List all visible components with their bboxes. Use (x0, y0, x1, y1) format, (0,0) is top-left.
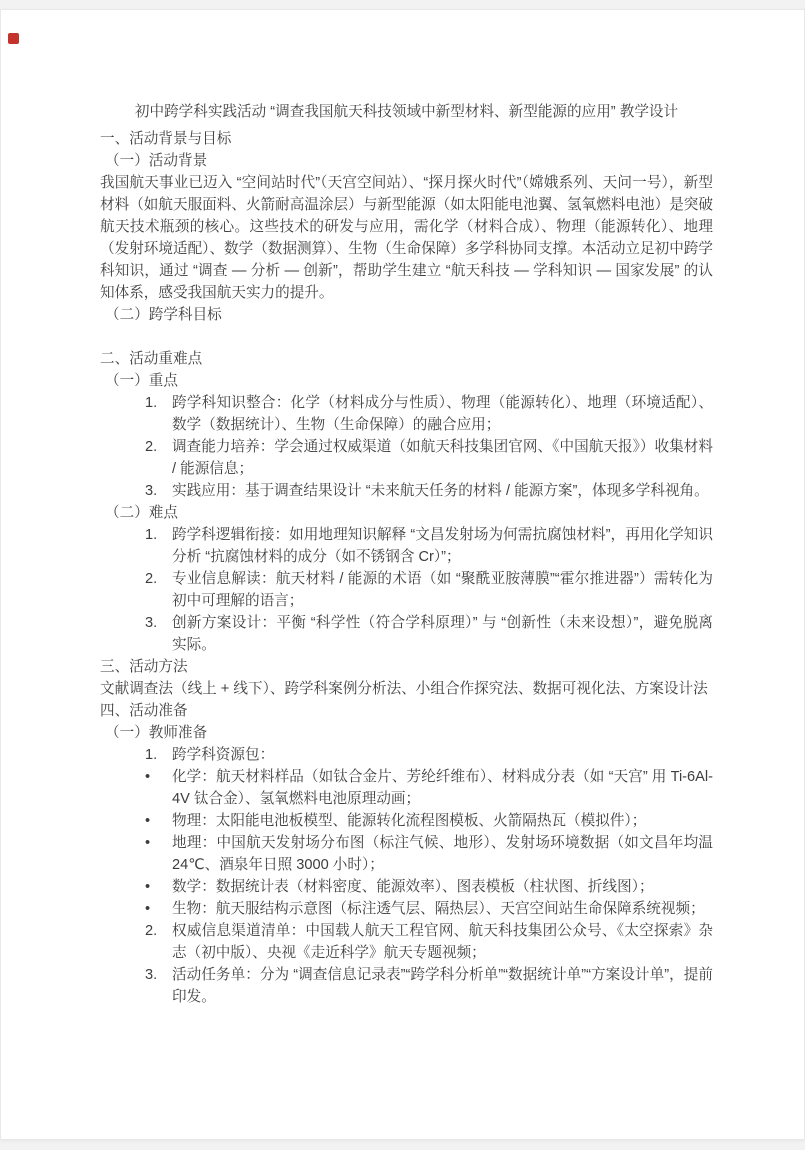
list-marker: 3. (145, 967, 158, 983)
list-marker: 2. (145, 571, 158, 587)
bullet-marker: • (145, 813, 151, 829)
list-item (100, 524, 713, 568)
bullet-item-text: 数学：数据统计表（材料密度、能源效率）、图表模板（柱状图、折线图）； (172, 879, 654, 895)
bullet-item-text: 生物：航天服结构示意图（标注透气层、隔热层）、天宫空间站生命保障系统视频； (172, 901, 705, 917)
document-title: 初中跨学科实践活动 “调查我国航天科技领域中新型材料、新型能源的应用” 教学设计 (134, 104, 679, 120)
bullet-marker: • (145, 835, 151, 851)
bullet-item (100, 810, 713, 832)
bullet-marker: • (145, 901, 151, 917)
list-item (100, 920, 713, 964)
list-item-text: 实践应用：基于调查结果设计 “未来航天任务的材料 / 能源方案”，体现多学科视角。 (172, 483, 709, 499)
document-page (0, 9, 805, 1140)
section-1-1-heading: （一）活动背景 (105, 153, 208, 169)
section-3-heading: 三、活动方法 (100, 659, 188, 675)
bullet-marker: • (145, 879, 151, 895)
list-marker: 2. (145, 923, 158, 939)
list-item-text: 跨学科逻辑衔接：如用地理知识解释 “文昌发射场为何需抗腐蚀材料”，再用化学知识分析 “抗腐蚀材料的成分（如不锈钢含 Cr）”； (172, 527, 713, 565)
list-marker: 1. (145, 395, 158, 411)
list-item (100, 392, 713, 436)
list-item-text: 跨学科知识整合：化学（材料成分与性质）、物理（能源转化）、地理（环境适配）、数学（数据统计）、生物（生命保障）的融合应用； (172, 395, 713, 433)
bullet-item-text: 地理：中国航天发射场分布图（标注气候、地形）、发射场环境数据（如文昌年均温 24℃、酒泉年日照 3000 小时）； (172, 835, 713, 873)
background-paragraph: 我国航天事业已迈入 “空间站时代”（天宫空间站）、“探月探火时代”（嫦娥系列、天问一号），新型材料（如航天服面料、火箭耐高温涂层）与新型能源（如太阳能电池翼、氢氧燃料电池）是突破航天技术瓶颈的核心。这些技术的研发与应用，需化学（材料合成）、物理（能源转化）、地理（发射环境适配）、数学（数据测算）、生物（生命保障）多学科协同支撑。本活动立足初中跨学科知识，通过 “调查 — 分析 — 创新”，帮助学生建立 “航天科技 — 学科知识 — 国家发展” 的认知体系，感受我国航天实力的提升。 (100, 175, 713, 301)
list-item (100, 480, 713, 502)
list-marker: 3. (145, 615, 158, 631)
section-2-1-heading: （一）重点 (105, 373, 178, 389)
section-1-heading: 一、活动背景与目标 (100, 131, 232, 147)
section-4-1-heading: （一）教师准备 (105, 725, 208, 741)
section-2-2-heading: （二）难点 (105, 505, 178, 521)
list-item-text: 权威信息渠道清单：中国载人航天工程官网、航天科技集团公众号、《太空探索》杂志（初中版）、央视《走近科学》航天专题视频； (172, 923, 713, 961)
list-marker: 2. (145, 439, 158, 455)
bullet-item (100, 898, 713, 920)
blank-line (100, 326, 713, 348)
list-marker: 1. (145, 527, 158, 543)
list-item (100, 964, 713, 1008)
list-item-text: 活动任务单：分为 “调查信息记录表”“跨学科分析单”“数据统计单”“方案设计单”，提前印发。 (172, 967, 713, 1005)
list-marker: 1. (145, 747, 158, 763)
section-2-heading: 二、活动重难点 (100, 351, 203, 367)
list-item-text: 跨学科资源包： (172, 747, 275, 763)
bullet-item (100, 766, 713, 810)
bullet-item (100, 832, 713, 876)
bullet-marker: • (145, 769, 151, 785)
methods-paragraph: 文献调查法（线上 + 线下）、跨学科案例分析法、小组合作探究法、数据可视化法、方案设计法 (100, 681, 708, 697)
list-item (100, 568, 713, 612)
bullet-item (100, 876, 713, 898)
bullet-item-text: 化学：航天材料样品（如钛合金片、芳纶纤维布）、材料成分表（如 “天宫” 用 Ti-6Al-4V 钛合金）、氢氧燃料电池原理动画； (172, 769, 713, 807)
list-item-text: 创新方案设计：平衡 “科学性（符合学科原理）” 与 “创新性（未来设想）”，避免脱离实际。 (172, 615, 713, 653)
corner-red-marker (8, 33, 19, 44)
section-1-2-heading: （二）跨学科目标 (105, 307, 222, 323)
list-item-text: 调查能力培养：学会通过权威渠道（如航天科技集团官网、《中国航天报》）收集材料 / 能源信息； (172, 439, 713, 477)
list-marker: 3. (145, 483, 158, 499)
section-4-heading: 四、活动准备 (100, 703, 188, 719)
list-item-text: 专业信息解读：航天材料 / 能源的术语（如 “聚酰亚胺薄膜”“霍尔推进器”）需转化为初中可理解的语言； (172, 571, 713, 609)
bullet-item-text: 物理：太阳能电池板模型、能源转化流程图模板、火箭隔热瓦（模拟件）； (172, 813, 647, 829)
list-item (100, 612, 713, 656)
document-content (100, 101, 713, 1008)
list-item (100, 436, 713, 480)
list-item (100, 744, 713, 766)
